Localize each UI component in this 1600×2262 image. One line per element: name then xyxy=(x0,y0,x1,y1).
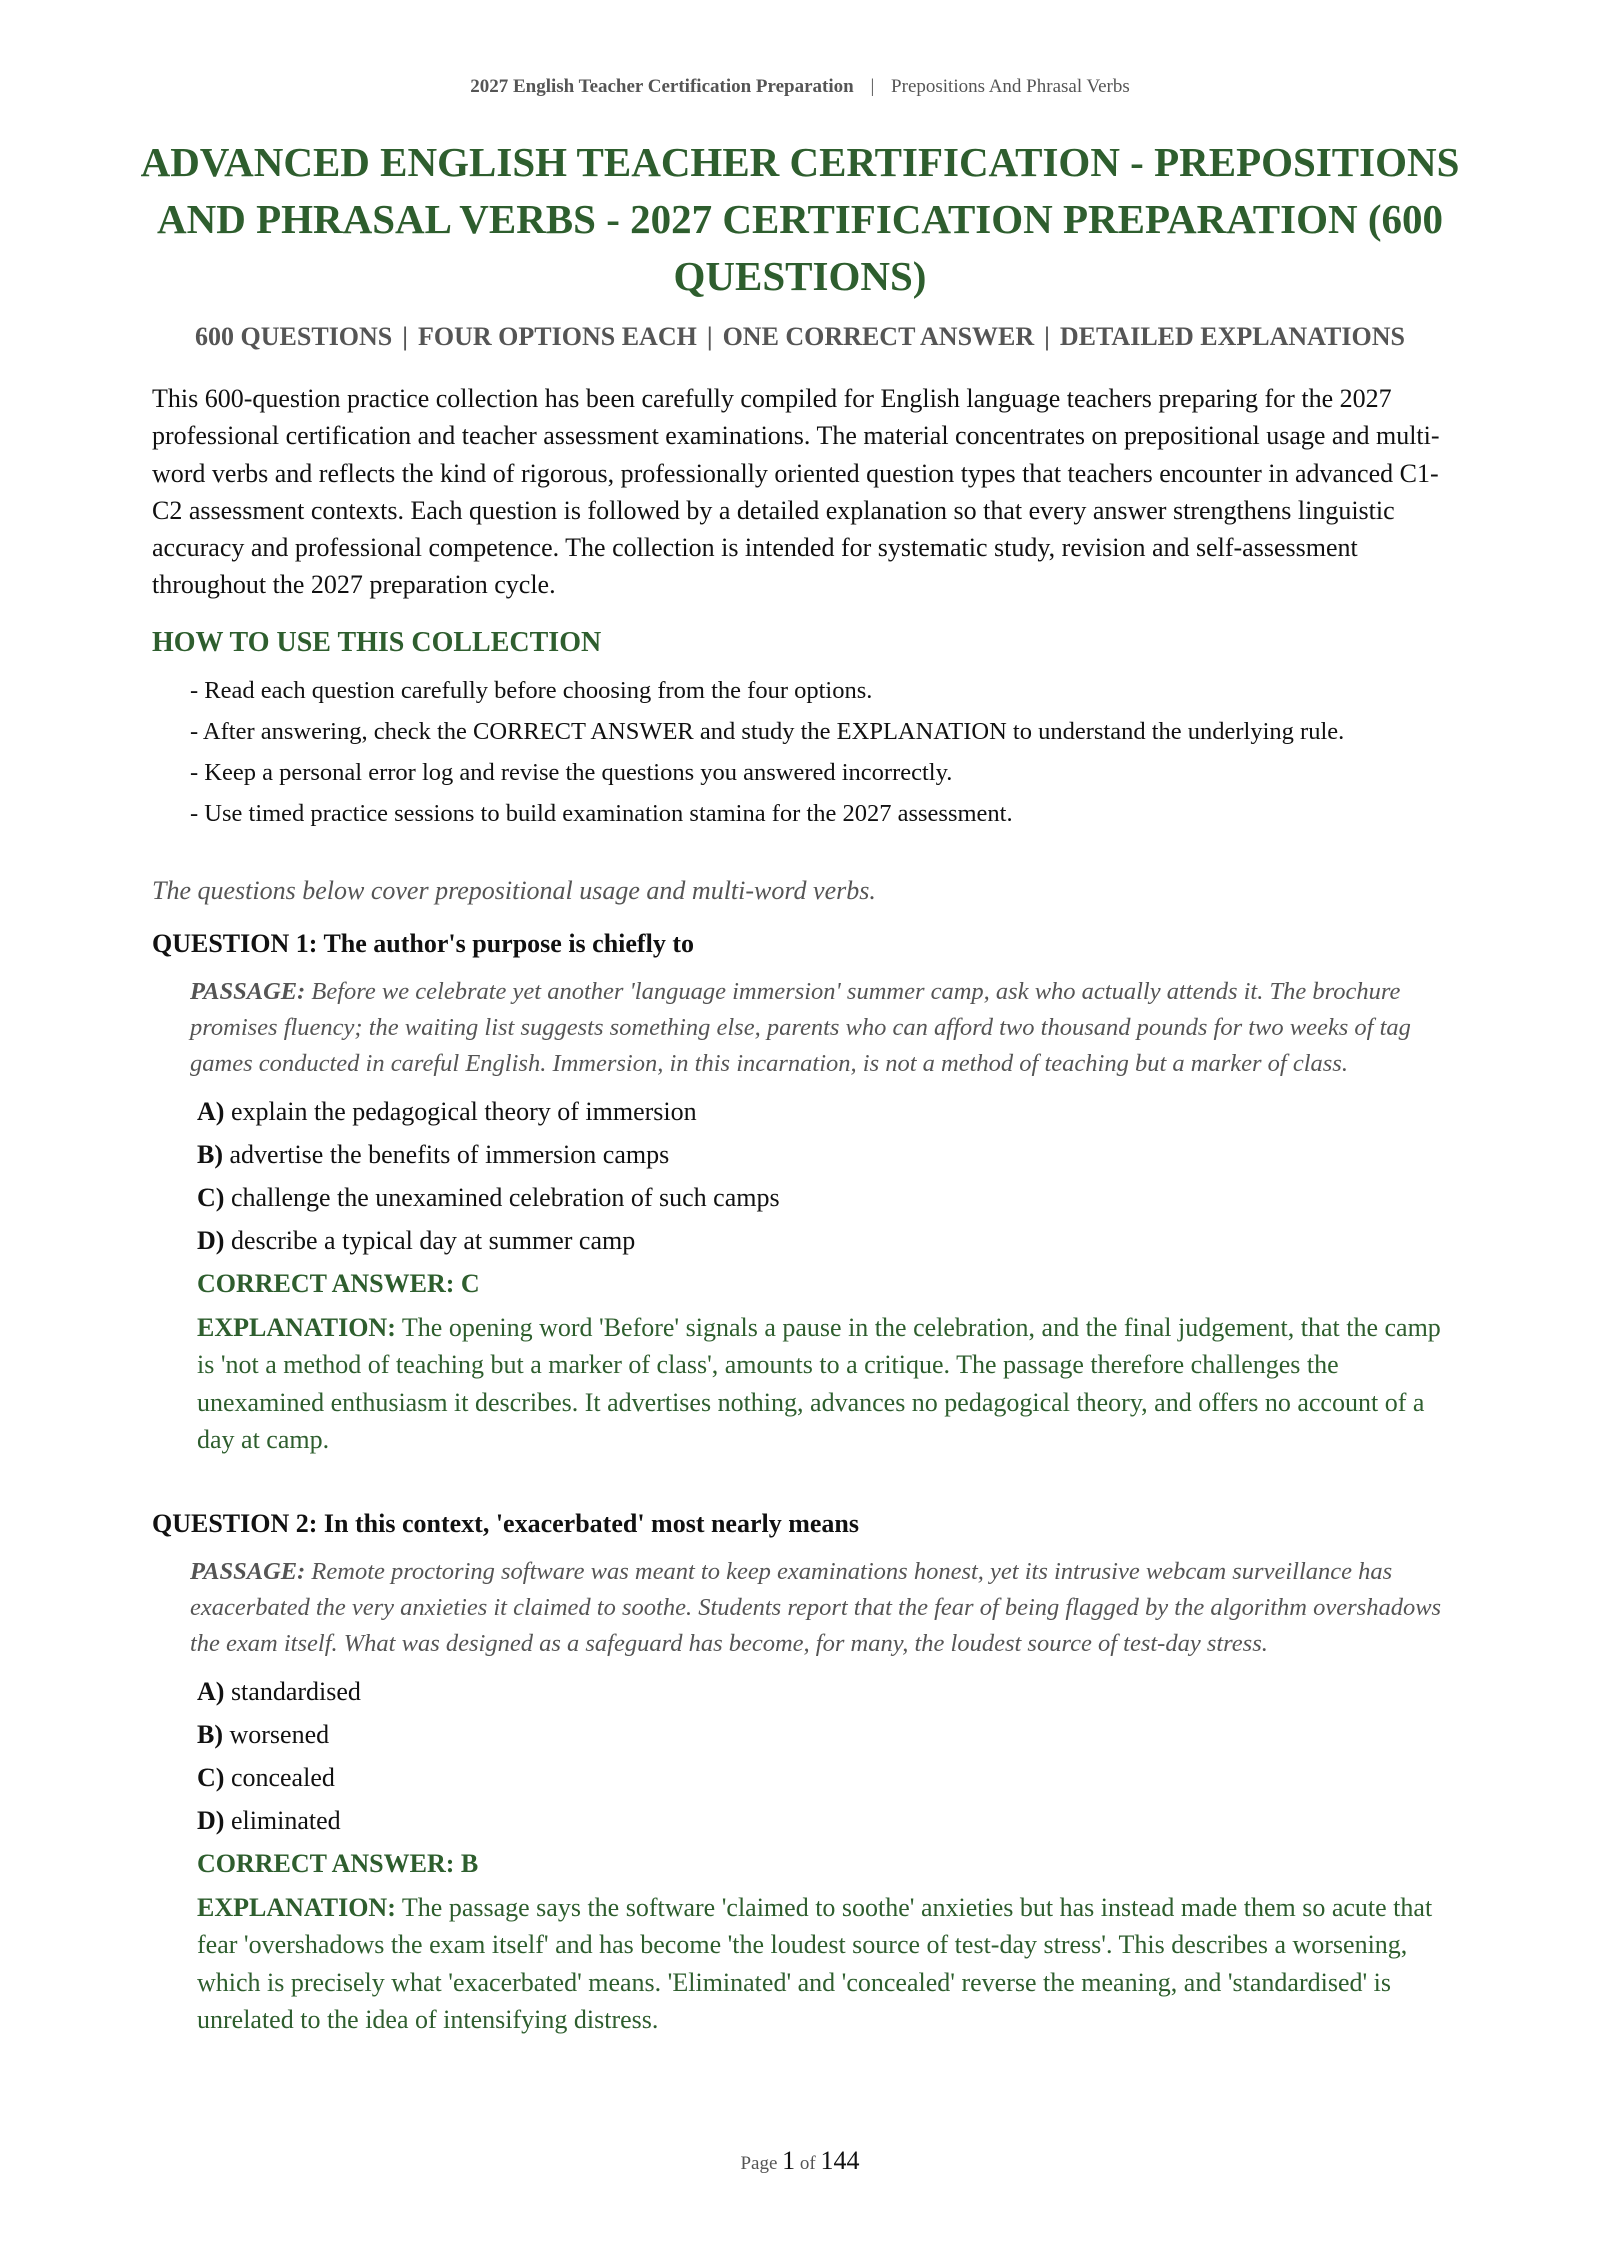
subtitle-separator: | xyxy=(1044,322,1050,351)
header-title: 2027 English Teacher Certification Preparation xyxy=(470,76,854,97)
page-total: 144 xyxy=(820,2146,860,2175)
option-list xyxy=(197,1090,1452,1262)
option-letter: A) xyxy=(197,1097,225,1126)
option-text: concealed xyxy=(230,1763,335,1792)
option-text: describe a typical day at summer camp xyxy=(230,1226,636,1255)
question-1 xyxy=(152,926,1452,1458)
option-list xyxy=(197,1670,1452,1842)
option-text: worsened xyxy=(229,1720,330,1749)
passage-text: Remote proctoring software was meant to keep examinations honest, yet its intrusive webcam surveillance has exacerbated the very anxieties it claimed to soothe. Students report that the fear of being flagged by the algorithm overshadows the exam itself. What was designed as a safeguard has become, for many, the loudest source of test-day stress. xyxy=(190,1558,1442,1657)
option-b[interactable] xyxy=(197,1713,1452,1756)
option-text: advertise the benefits of immersion camps xyxy=(229,1140,670,1169)
option-a[interactable] xyxy=(197,1090,1452,1133)
of-word: of xyxy=(799,2153,816,2174)
header-separator: | xyxy=(870,76,875,97)
passage-label: PASSAGE: xyxy=(190,1558,306,1585)
option-b[interactable] xyxy=(197,1133,1452,1176)
passage-text: Before we celebrate yet another 'language immersion' summer camp, ask who actually attends it. The brochure promises fluency; the waiting list suggests something else, parents who can afford two thousand pounds for two weeks of tag games conducted in careful English. Immersion, in this incarnation, is not a method of teaching but a marker of class. xyxy=(190,978,1411,1077)
subtitle-item: FOUR OPTIONS EACH xyxy=(418,322,697,351)
howto-item: - After answering, check the CORRECT ANSWER and study the EXPLANATION to understand the underlying rule. xyxy=(190,718,1345,745)
option-letter: B) xyxy=(197,1140,223,1169)
howto-item: - Keep a personal error log and revise the questions you answered incorrectly. xyxy=(190,759,953,786)
option-d[interactable] xyxy=(197,1219,1452,1262)
option-c[interactable] xyxy=(197,1176,1452,1219)
option-c[interactable] xyxy=(197,1756,1452,1799)
question-heading: QUESTION 1: The author's purpose is chiefly to xyxy=(152,929,694,958)
option-d[interactable] xyxy=(197,1799,1452,1842)
running-header xyxy=(0,76,1600,98)
option-letter: A) xyxy=(197,1677,225,1706)
option-text: standardised xyxy=(230,1677,361,1706)
page-number: 1 xyxy=(782,2146,796,2175)
option-letter: C) xyxy=(197,1183,225,1212)
option-letter: D) xyxy=(197,1226,225,1255)
howto-heading: HOW TO USE THIS COLLECTION xyxy=(152,627,602,658)
document-title: ADVANCED ENGLISH TEACHER CERTIFICATION - PREPOSITIONS AND PHRASAL VERBS - 2027 CERTIFICATION PREPARATION (600 QUESTIONS) xyxy=(140,139,1460,299)
document-subtitle xyxy=(100,322,1500,352)
explanation-label: EXPLANATION: xyxy=(197,1893,396,1922)
page-footer xyxy=(0,2146,1600,2176)
option-letter: B) xyxy=(197,1720,223,1749)
header-section: Prepositions And Phrasal Verbs xyxy=(891,76,1130,97)
option-text: explain the pedagogical theory of immersion xyxy=(230,1097,697,1126)
subtitle-item: DETAILED EXPLANATIONS xyxy=(1059,322,1405,351)
howto-list xyxy=(190,673,1440,837)
subtitle-item: ONE CORRECT ANSWER xyxy=(722,322,1035,351)
option-a[interactable] xyxy=(197,1670,1452,1713)
correct-answer: CORRECT ANSWER: B xyxy=(197,1849,479,1878)
question-heading: QUESTION 2: In this context, 'exacerbated' most nearly means xyxy=(152,1509,860,1538)
question-2 xyxy=(152,1506,1452,2038)
subtitle-item: 600 QUESTIONS xyxy=(195,322,393,351)
howto-item: - Use timed practice sessions to build examination stamina for the 2027 assessment. xyxy=(190,800,1013,827)
cover-note: The questions below cover prepositional usage and multi-word verbs. xyxy=(152,876,876,905)
explanation xyxy=(197,1309,1452,1458)
passage-label: PASSAGE: xyxy=(190,978,306,1005)
subtitle-separator: | xyxy=(706,322,713,351)
howto-item: - Read each question carefully before choosing from the four options. xyxy=(190,677,873,704)
explanation xyxy=(197,1889,1452,2038)
option-letter: C) xyxy=(197,1763,225,1792)
explanation-label: EXPLANATION: xyxy=(197,1313,396,1342)
option-text: eliminated xyxy=(230,1806,341,1835)
question-passage xyxy=(190,1554,1452,1662)
option-letter: D) xyxy=(197,1806,225,1835)
page-word: Page xyxy=(740,2153,778,2174)
explanation-text: The passage says the software 'claimed to soothe' anxieties but has instead made them so acute that fear 'overshadows the exam itself' and has become 'the loudest source of test-day stress'. This describes a worsening, which is precisely what 'exacerbated' means. 'Eliminated' and 'concealed' reverse the meaning, and 'standardised' is unrelated to the idea of intensifying distress. xyxy=(197,1893,1433,2034)
correct-answer: CORRECT ANSWER: C xyxy=(197,1269,480,1298)
subtitle-separator: | xyxy=(402,322,409,351)
intro-paragraph: This 600-question practice collection has been carefully compiled for English language teachers preparing for the 2027 professional certification and teacher assessment examinations. The material concentrates on prepositional usage and multi-word verbs and reflects the kind of rigorous, professionally oriented question types that teachers encounter in advanced C1-C2 assessment contexts. Each question is followed by a detailed explanation so that every answer strengthens linguistic accuracy and professional competence. The collection is intended for systematic study, revision and self-assessment throughout the 2027 preparation cycle. xyxy=(152,384,1440,600)
option-text: challenge the unexamined celebration of such camps xyxy=(230,1183,780,1212)
question-passage xyxy=(190,974,1452,1082)
explanation-text: The opening word 'Before' signals a pause in the celebration, and the final judgement, that the camp is 'not a method of teaching but a marker of class', amounts to a critique. The passage therefore challenges the unexamined enthusiasm it describes. It advertises nothing, advances no pedagogical theory, and offers no account of a day at camp. xyxy=(197,1313,1441,1454)
